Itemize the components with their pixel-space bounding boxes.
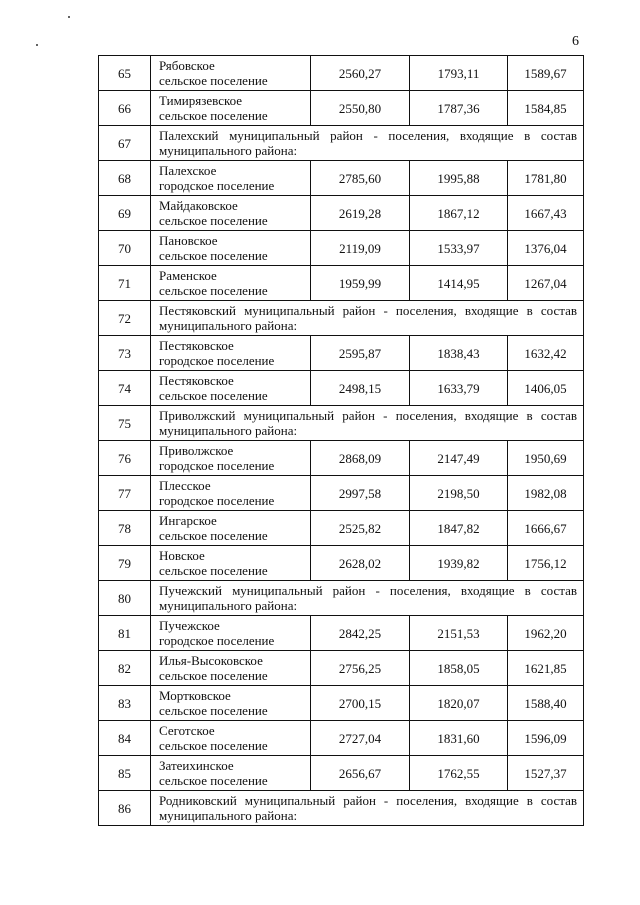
row-number: 66: [99, 91, 151, 126]
table-row: [99, 196, 584, 231]
table-row: [99, 441, 584, 476]
value-1: 2700,15: [311, 686, 410, 721]
region-title: Приволжский муниципальный район - поселения, входящие в состав муниципального района:: [151, 406, 584, 441]
table-row: [99, 616, 584, 651]
row-number: 83: [99, 686, 151, 721]
value-1: 2868,09: [311, 441, 410, 476]
settlement-name: Раменское сельское поселение: [151, 266, 311, 301]
value-2: 1867,12: [410, 196, 508, 231]
row-number: 70: [99, 231, 151, 266]
page-number: 6: [572, 34, 579, 49]
value-1: 2756,25: [311, 651, 410, 686]
row-number: 75: [99, 406, 151, 441]
region-title: Палехский муниципальный район - поселения, входящие в состав муниципального района:: [151, 126, 584, 161]
table-row: [99, 231, 584, 266]
value-3: 1756,12: [508, 546, 584, 581]
region-header-row: [99, 581, 584, 616]
value-2: 1838,43: [410, 336, 508, 371]
value-2: 1787,36: [410, 91, 508, 126]
value-1: 2656,67: [311, 756, 410, 791]
table-row: [99, 56, 584, 91]
scan-speck: [36, 44, 38, 46]
value-1: 2550,80: [311, 91, 410, 126]
row-number: 74: [99, 371, 151, 406]
table-row: [99, 476, 584, 511]
region-title: Пучежский муниципальный район - поселения, входящие в состав муниципального района:: [151, 581, 584, 616]
value-2: 1762,55: [410, 756, 508, 791]
row-number: 79: [99, 546, 151, 581]
value-1: 2842,25: [311, 616, 410, 651]
settlement-name: Приволжское городское поселение: [151, 441, 311, 476]
value-3: 1588,40: [508, 686, 584, 721]
value-3: 1982,08: [508, 476, 584, 511]
value-2: 2198,50: [410, 476, 508, 511]
settlement-name: Тимирязевское сельское поселение: [151, 91, 311, 126]
value-2: 1633,79: [410, 371, 508, 406]
region-header-row: [99, 126, 584, 161]
value-2: 2147,49: [410, 441, 508, 476]
region-title: Родниковский муниципальный район - поселения, входящие в состав муниципального района:: [151, 791, 584, 826]
value-1: 2997,58: [311, 476, 410, 511]
value-3: 1584,85: [508, 91, 584, 126]
value-2: 1831,60: [410, 721, 508, 756]
value-1: 2595,87: [311, 336, 410, 371]
value-1: 2727,04: [311, 721, 410, 756]
value-3: 1950,69: [508, 441, 584, 476]
row-number: 73: [99, 336, 151, 371]
value-1: 2119,09: [311, 231, 410, 266]
row-number: 72: [99, 301, 151, 336]
value-3: 1666,67: [508, 511, 584, 546]
settlement-name: Пановское сельское поселение: [151, 231, 311, 266]
row-number: 78: [99, 511, 151, 546]
value-3: 1781,80: [508, 161, 584, 196]
settlement-name: Мортковское сельское поселение: [151, 686, 311, 721]
value-2: 1995,88: [410, 161, 508, 196]
value-2: 2151,53: [410, 616, 508, 651]
settlement-name: Рябовское сельское поселение: [151, 56, 311, 91]
region-header-row: [99, 301, 584, 336]
row-number: 65: [99, 56, 151, 91]
value-3: 1596,09: [508, 721, 584, 756]
value-2: 1847,82: [410, 511, 508, 546]
table-row: [99, 161, 584, 196]
value-2: 1858,05: [410, 651, 508, 686]
table-row: [99, 371, 584, 406]
scan-speck: [68, 16, 70, 18]
region-header-row: [99, 791, 584, 826]
value-1: 1959,99: [311, 266, 410, 301]
value-3: 1667,43: [508, 196, 584, 231]
settlement-name: Пестяковское городское поселение: [151, 336, 311, 371]
settlement-name: Пестяковское сельское поселение: [151, 371, 311, 406]
table-row: [99, 91, 584, 126]
settlement-name: Ингарское сельское поселение: [151, 511, 311, 546]
table-row: [99, 721, 584, 756]
value-1: 2560,27: [311, 56, 410, 91]
row-number: 77: [99, 476, 151, 511]
value-1: 2498,15: [311, 371, 410, 406]
table-row: [99, 266, 584, 301]
settlement-name: Новское сельское поселение: [151, 546, 311, 581]
table-row: [99, 686, 584, 721]
value-3: 1267,04: [508, 266, 584, 301]
row-number: 81: [99, 616, 151, 651]
value-3: 1376,04: [508, 231, 584, 266]
row-number: 68: [99, 161, 151, 196]
value-3: 1632,42: [508, 336, 584, 371]
value-2: 1414,95: [410, 266, 508, 301]
row-number: 86: [99, 791, 151, 826]
value-2: 1820,07: [410, 686, 508, 721]
value-2: 1793,11: [410, 56, 508, 91]
value-1: 2628,02: [311, 546, 410, 581]
value-1: 2785,60: [311, 161, 410, 196]
value-3: 1527,37: [508, 756, 584, 791]
table-row: [99, 336, 584, 371]
table-row: [99, 651, 584, 686]
region-header-row: [99, 406, 584, 441]
table-row: [99, 546, 584, 581]
region-title: Пестяковский муниципальный район - поселения, входящие в состав муниципального района:: [151, 301, 584, 336]
row-number: 67: [99, 126, 151, 161]
row-number: 71: [99, 266, 151, 301]
value-3: 1621,85: [508, 651, 584, 686]
settlement-name: Илья-Высоковское сельское поселение: [151, 651, 311, 686]
table-row: [99, 756, 584, 791]
value-2: 1533,97: [410, 231, 508, 266]
value-3: 1962,20: [508, 616, 584, 651]
settlement-name: Пучежское городское поселение: [151, 616, 311, 651]
value-2: 1939,82: [410, 546, 508, 581]
row-number: 82: [99, 651, 151, 686]
settlement-name: Майдаковское сельское поселение: [151, 196, 311, 231]
row-number: 69: [99, 196, 151, 231]
value-1: 2619,28: [311, 196, 410, 231]
row-number: 85: [99, 756, 151, 791]
settlement-name: Плесское городское поселение: [151, 476, 311, 511]
settlement-name: Сеготское сельское поселение: [151, 721, 311, 756]
table-row: [99, 511, 584, 546]
row-number: 84: [99, 721, 151, 756]
value-3: 1406,05: [508, 371, 584, 406]
value-3: 1589,67: [508, 56, 584, 91]
row-number: 80: [99, 581, 151, 616]
settlement-name: Палехское городское поселение: [151, 161, 311, 196]
settlements-table: [98, 55, 584, 826]
settlement-name: Затеихинское сельское поселение: [151, 756, 311, 791]
value-1: 2525,82: [311, 511, 410, 546]
row-number: 76: [99, 441, 151, 476]
